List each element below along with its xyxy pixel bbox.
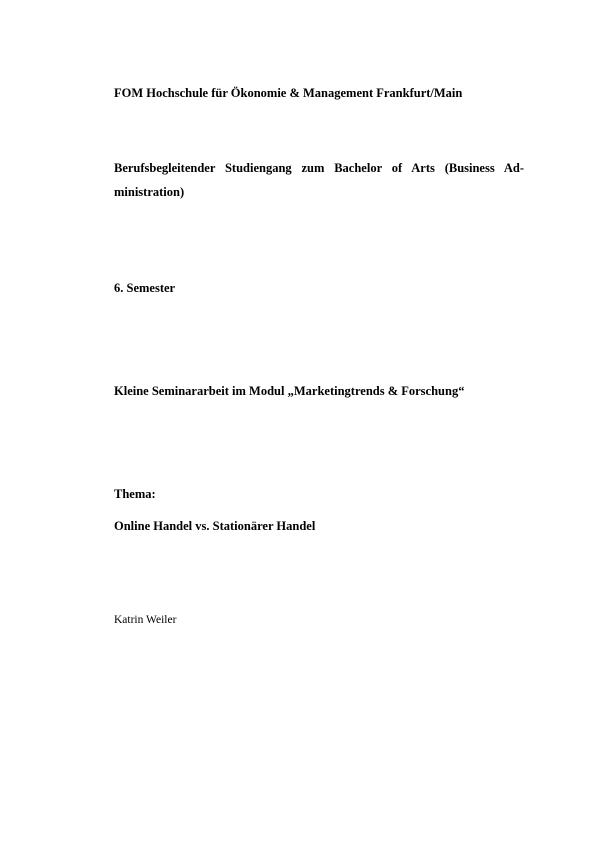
- author-name: Katrin Weiler: [114, 614, 177, 626]
- semester: 6. Semester: [114, 281, 176, 295]
- paper-type: Kleine Seminararbeit im Modul „Marketingtrends & Forschung“: [114, 384, 465, 398]
- institution-name: FOM Hochschule für Ökonomie & Management Frankfurt/Main: [114, 86, 463, 100]
- topic-title: Online Handel vs. Stationärer Handel: [114, 519, 316, 533]
- topic-label: Thema:: [114, 487, 156, 501]
- study-program: Berufsbegleitender Studiengang zum Bachelor of Arts (Business Administration): [114, 161, 524, 199]
